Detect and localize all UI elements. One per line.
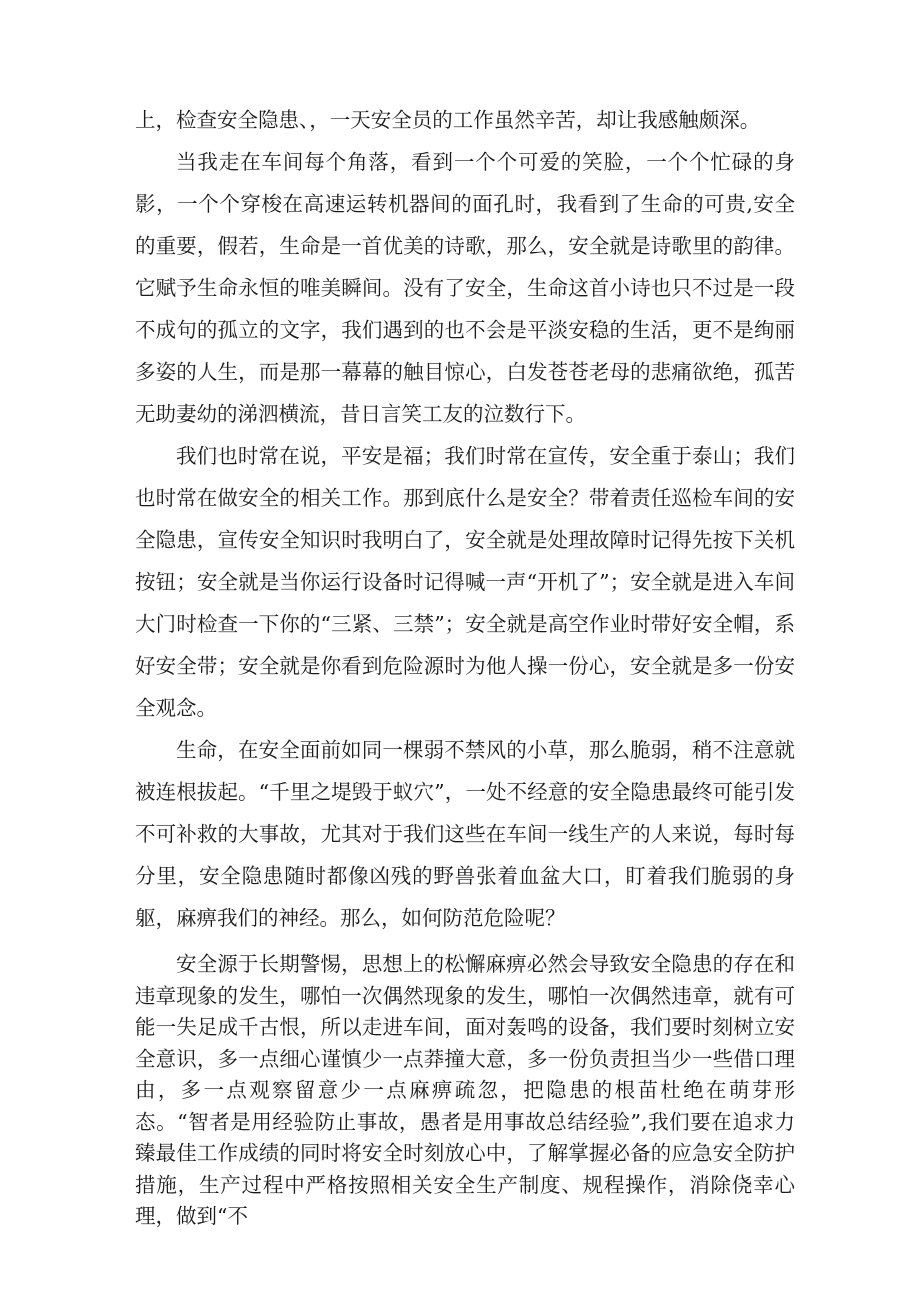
paragraph-continuation: 上，检查安全隐患、，一天安全员的工作虽然辛苦，却让我感触颇深。 (135, 108, 761, 132)
paragraph-life-and-safety: 当我走在车间每个角落，看到一个个可爱的笑脸，一个个忙碌的身影，一个个穿梭在高速运转机器间的面孔时，我看到了生命的可贵,安全的重要，假若，生命是一首优美的诗歌，那么，安全就是诗歌里的韵律。它赋予生命永恒的唯美瞬间。没有了安全，生命这首小诗也只不过是一段不成句的孤立的文字，我们遇到的也不会是平淡安稳的生活，更不是绚丽多姿的人生，而是那一幕幕的触目惊心，白发苍苍老母的悲痛欲绝，孤苦无助妻幼的涕泗横流，昔日言笑工友的泣数行下。 (135, 150, 795, 426)
paragraph-vigilance: 安全源于长期警惕，思想上的松懈麻痹必然会导致安全隐患的存在和违章现象的发生，哪怕一次偶然现象的发生，哪怕一次偶然违章，就有可能一失足成千古恨，所以走进车间，面对轰鸣的设备，我们要时刻树立安全意识，多一点细心谨慎少一点莽撞大意，多一份负责担当少一些借口理由，多一点观察留意少一点麻痹疏忽，把隐患的根苗杜绝在萌芽形态。“智者是用经验防止事故，愚者是用事故总结经验”,我们要在追求力臻最佳工作成绩的同时将安全时刻放心中，了解掌握必备的应急安全防护措施，生产过程中严格按照相关安全生产制度、规程操作，消除侥幸心理，做到“不 (135, 952, 795, 1228)
paragraph-fragile-life: 生命，在安全面前如同一棵弱不禁风的小草，那么脆弱，稍不注意就被连根拔起。“千里之堤毁于蚁穴”，一处不经意的安全隐患最终可能引发不可补救的大事故，尤其对于我们这些在车间一线生产的人来说，每时每分里，安全隐患随时都像凶残的野兽张着血盆大口，盯着我们脆弱的身躯，麻痹我们的神经。那么，如何防范危险呢？ (135, 738, 795, 930)
paragraph-what-is-safety: 我们也时常在说，平安是福；我们时常在宣传，安全重于泰山；我们也时常在做安全的相关工作。那到底什么是安全？带着责任巡检车间的安全隐患，宣传安全知识时我明白了，安全就是处理故障时记得先按下关机按钮；安全就是当你运行设备时记得喊一声“开机了”；安全就是进入车间大门时检查一下你的“三紧、三禁”；安全就是高空作业时带好安全帽，系好安全带；安全就是你看到危险源时为他人操一份心，安全就是多一份安全观念。 (135, 444, 795, 720)
